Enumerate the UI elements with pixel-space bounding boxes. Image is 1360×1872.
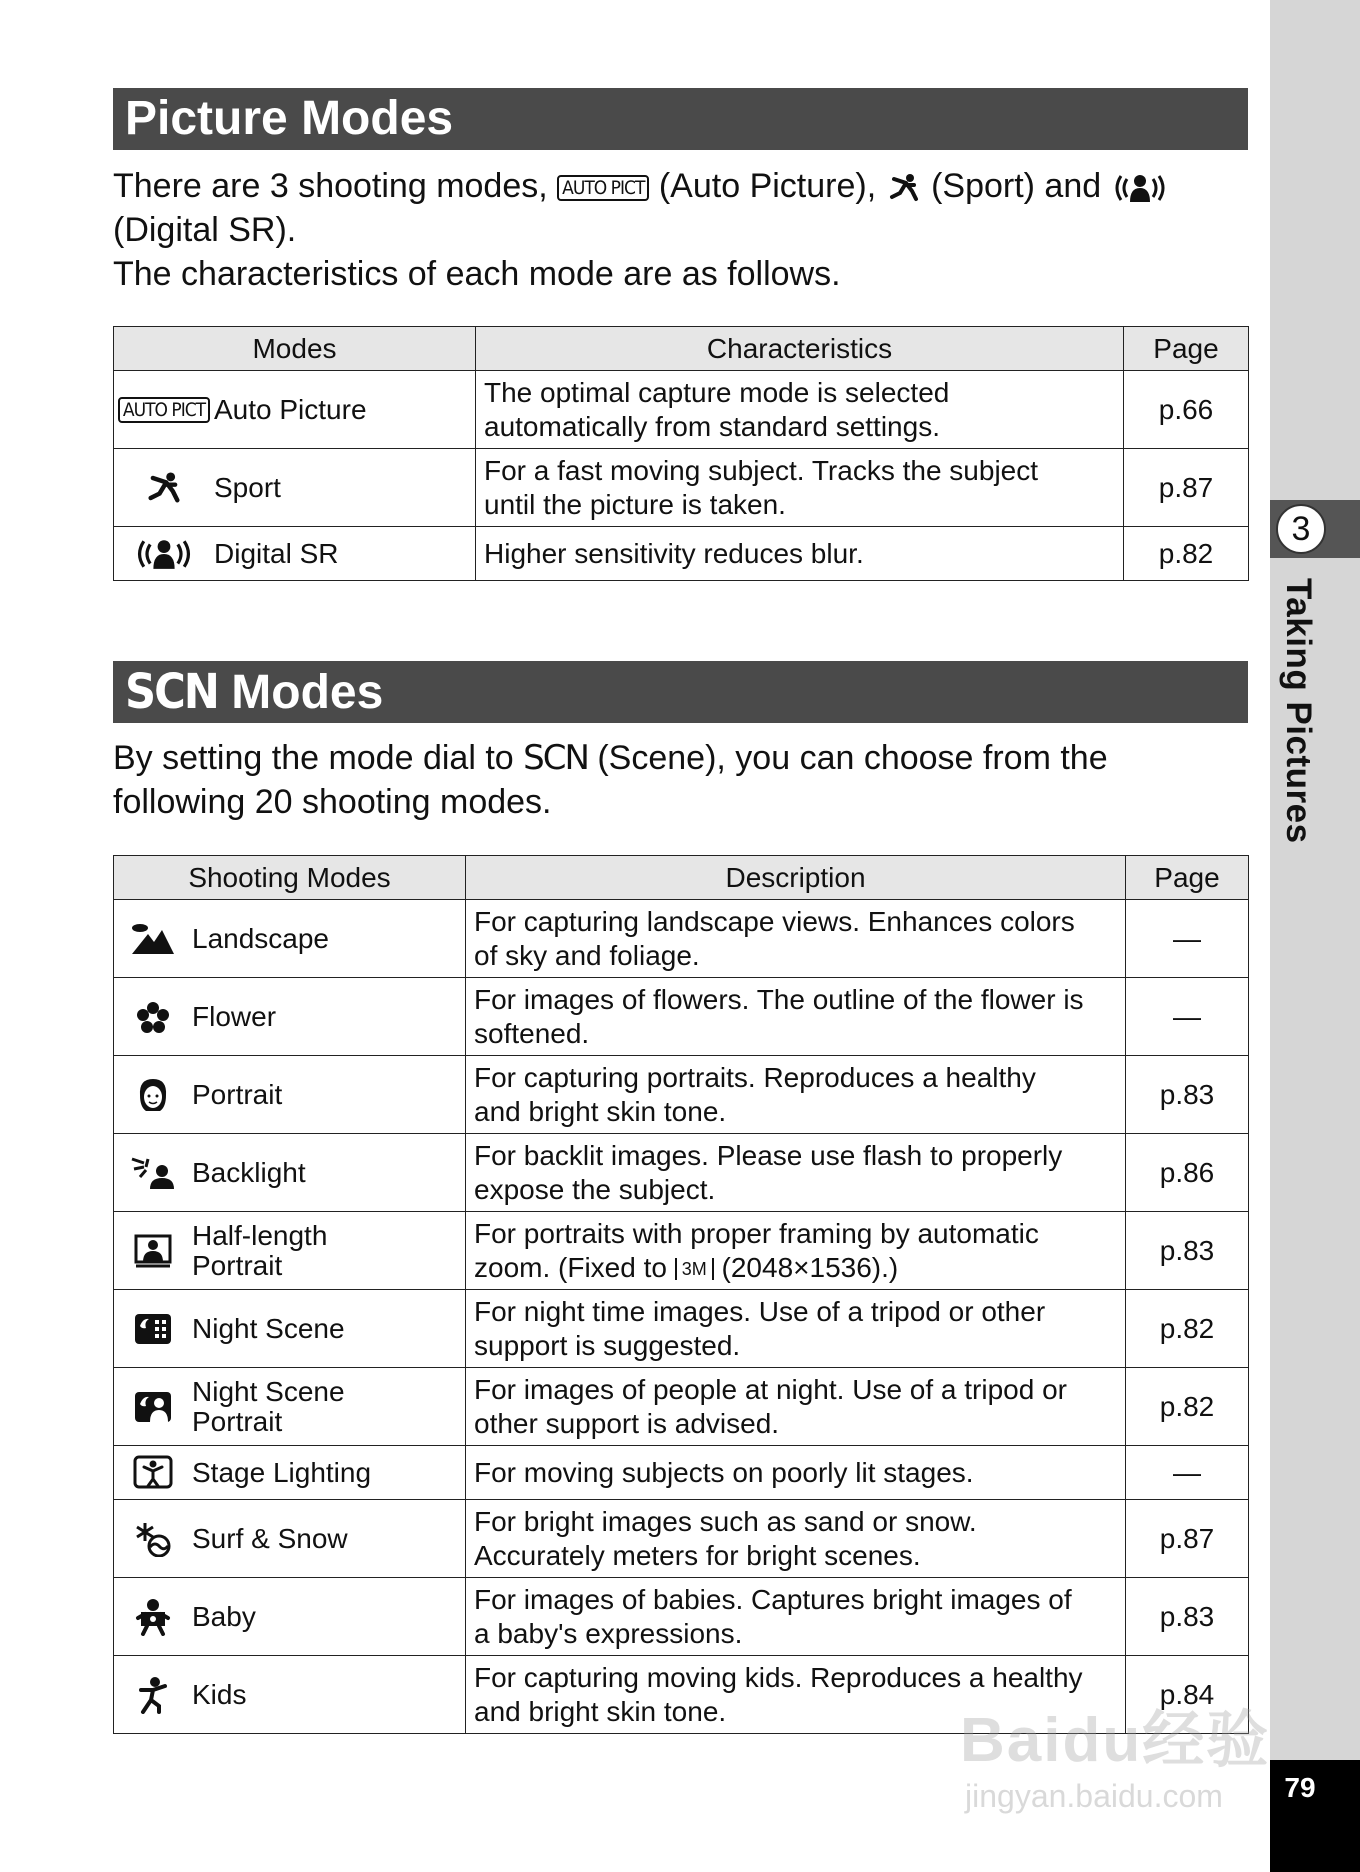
- page-reference: p.82: [1124, 527, 1249, 581]
- table-row: [114, 527, 1249, 581]
- scn-icon: SCN: [523, 738, 588, 778]
- page-reference: —: [1126, 1446, 1249, 1500]
- table-row: [114, 1368, 1249, 1446]
- picture-modes-heading: Picture Modes: [113, 88, 1248, 150]
- mode-description: For a fast moving subject. Tracks the subject: [484, 454, 1039, 486]
- table-row: [114, 1134, 1249, 1212]
- mode-name: Night Scene: [192, 1375, 345, 1407]
- side-tab-strip: [1270, 0, 1360, 1872]
- sport-icon: [144, 471, 184, 505]
- mode-description: other support is advised.: [474, 1407, 780, 1439]
- page-reference: p.86: [1126, 1134, 1249, 1212]
- digital-sr-icon: [132, 537, 196, 571]
- mode-description: softened.: [474, 1017, 590, 1049]
- mode-description: For capturing moving kids. Reproduces a healthy: [474, 1661, 1083, 1693]
- resolution-3m-icon: 3M: [675, 1258, 714, 1280]
- table-header-row: [114, 327, 1249, 371]
- column-header: Characteristics: [476, 327, 1124, 371]
- kids-icon: [135, 1676, 171, 1714]
- auto-picture-icon: AUTO PICT: [118, 397, 210, 423]
- digital-sr-icon: [1111, 172, 1169, 204]
- page-reference: —: [1126, 900, 1249, 978]
- portrait-icon: [136, 1077, 170, 1113]
- column-header: Description: [466, 856, 1126, 900]
- heading-text: Modes: [231, 666, 384, 719]
- mode-description: For bright images such as sand or snow.: [474, 1505, 977, 1537]
- stage-lighting-icon: [133, 1455, 173, 1491]
- mode-name: Portrait: [192, 1078, 283, 1110]
- mode-description: zoom. (Fixed to: [474, 1251, 667, 1283]
- mode-description: and bright skin tone.: [474, 1695, 727, 1727]
- table-row: [114, 1446, 1249, 1500]
- page-reference: p.66: [1124, 371, 1249, 449]
- scn-modes-heading: [113, 661, 1248, 723]
- flower-icon: [135, 1000, 171, 1034]
- table-row: [114, 1056, 1249, 1134]
- mode-description: (2048×1536).): [721, 1251, 899, 1283]
- mode-name: Kids: [192, 1678, 247, 1710]
- mode-description: For images of babies. Captures bright images of: [474, 1583, 1072, 1615]
- column-header: Page: [1126, 856, 1249, 900]
- mode-name: Portrait: [192, 1405, 283, 1437]
- intro-text: (Auto Picture),: [658, 167, 877, 205]
- mode-name: Stage Lighting: [192, 1456, 372, 1488]
- mode-description: Accurately meters for bright scenes.: [474, 1539, 921, 1571]
- mode-description: expose the subject.: [474, 1173, 716, 1205]
- mode-description: For backlit images. Please use flash to properly: [474, 1139, 1063, 1171]
- mode-name: Portrait: [192, 1249, 283, 1281]
- mode-description: For portraits with proper framing by automatic: [474, 1217, 1039, 1249]
- mode-description: For images of flowers. The outline of the flower is: [474, 983, 1084, 1015]
- table-row: [114, 900, 1249, 978]
- mode-description: a baby's expressions.: [474, 1617, 743, 1649]
- mode-description: of sky and foliage.: [474, 939, 700, 971]
- half-length-portrait-icon: [133, 1233, 173, 1269]
- intro-text: following 20 shooting modes.: [113, 783, 552, 821]
- scn-icon: SCN: [125, 664, 218, 720]
- mode-name: Digital SR: [214, 537, 339, 569]
- column-header: Shooting Modes: [114, 856, 466, 900]
- intro-text: (Sport) and: [931, 167, 1102, 205]
- page-reference: p.83: [1126, 1212, 1249, 1290]
- table-row: [114, 1290, 1249, 1368]
- scn-modes-intro: [113, 736, 1253, 824]
- page-reference: p.83: [1126, 1578, 1249, 1656]
- table-row: [114, 371, 1249, 449]
- watermark-url: jingyan.baidu.com: [965, 1778, 1223, 1814]
- page-reference: p.87: [1124, 449, 1249, 527]
- mode-description: For capturing portraits. Reproduces a healthy: [474, 1061, 1036, 1093]
- page-reference: p.83: [1126, 1056, 1249, 1134]
- night-scene-portrait-icon: [133, 1390, 173, 1424]
- mode-name: Auto Picture: [214, 393, 367, 425]
- scn-modes-table: [113, 855, 1249, 1734]
- table-row: [114, 978, 1249, 1056]
- table-row: [114, 449, 1249, 527]
- mode-name: Sport: [214, 471, 281, 503]
- mode-name: Landscape: [192, 922, 330, 954]
- page-number: 79: [1284, 1772, 1316, 1803]
- table-row: [114, 1500, 1249, 1578]
- sport-icon: [886, 173, 922, 203]
- surf-snow-icon: [133, 1521, 173, 1557]
- mode-description: automatically from standard settings.: [484, 410, 940, 442]
- page-reference: p.82: [1126, 1290, 1249, 1368]
- page-reference: p.84: [1126, 1656, 1249, 1734]
- mode-description: The optimal capture mode is selected: [484, 376, 950, 408]
- chapter-number: 3: [1276, 504, 1326, 554]
- table-row: [114, 1212, 1249, 1290]
- page-reference: —: [1126, 978, 1249, 1056]
- mode-description: until the picture is taken.: [484, 488, 786, 520]
- mode-name: Surf & Snow: [192, 1522, 348, 1554]
- watermark-logo: Baidu经验: [960, 1706, 1271, 1775]
- page-reference: p.87: [1126, 1500, 1249, 1578]
- backlight-icon: [130, 1155, 176, 1191]
- mode-name: Half-length: [192, 1219, 328, 1251]
- mode-name: Baby: [192, 1600, 256, 1632]
- column-header: Modes: [114, 327, 476, 371]
- mode-description: Higher sensitivity reduces blur.: [484, 537, 864, 569]
- mode-name: Backlight: [192, 1156, 306, 1188]
- baby-icon: [135, 1598, 171, 1636]
- mode-name: Flower: [192, 1000, 277, 1032]
- intro-text: The characteristics of each mode are as follows.: [113, 255, 841, 293]
- chapter-title: Taking Pictures: [1279, 578, 1318, 844]
- mode-description: and bright skin tone.: [474, 1095, 727, 1127]
- auto-picture-icon: AUTO PICT: [557, 175, 649, 201]
- mode-description: For moving subjects on poorly lit stages.: [474, 1456, 974, 1488]
- picture-modes-table: [113, 326, 1249, 581]
- intro-text: By setting the mode dial to: [113, 739, 514, 777]
- column-header: Page: [1124, 327, 1249, 371]
- mode-name: Night Scene: [192, 1312, 345, 1344]
- mode-description: support is suggested.: [474, 1329, 741, 1361]
- picture-modes-intro: [113, 164, 1253, 296]
- night-scene-icon: [133, 1312, 173, 1346]
- table-row: [114, 1578, 1249, 1656]
- landscape-icon: [130, 922, 176, 956]
- mode-description: For capturing landscape views. Enhances colors: [474, 905, 1075, 937]
- table-header-row: [114, 856, 1249, 900]
- intro-text: There are 3 shooting modes,: [113, 167, 548, 205]
- intro-text: (Scene), you can choose from the: [597, 739, 1108, 777]
- mode-description: For night time images. Use of a tripod or other: [474, 1295, 1046, 1327]
- page-reference: p.82: [1126, 1368, 1249, 1446]
- intro-text: (Digital SR).: [113, 211, 297, 249]
- mode-description: For images of people at night. Use of a tripod or: [474, 1373, 1067, 1405]
